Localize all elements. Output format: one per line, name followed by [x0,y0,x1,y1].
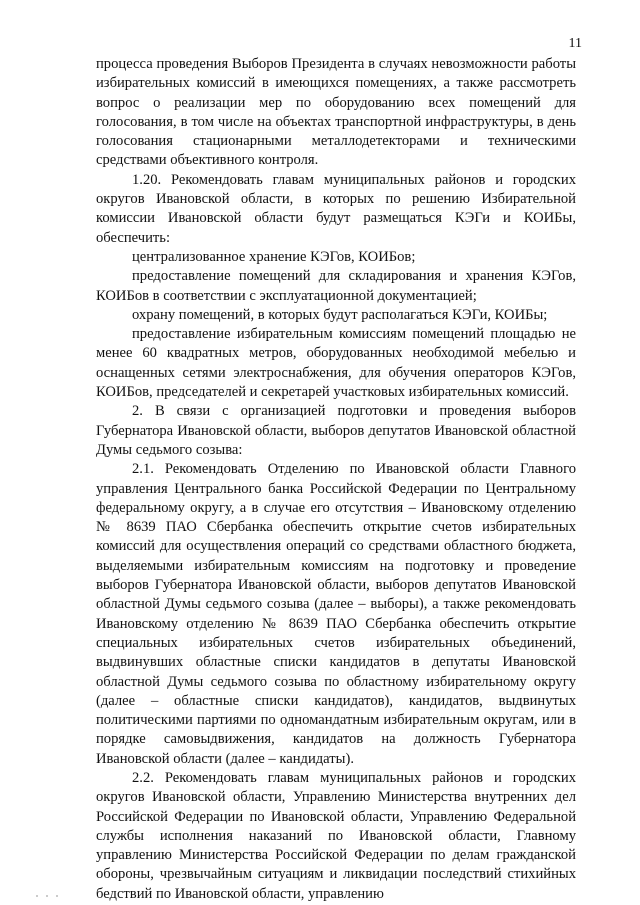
paragraph-2-1: 2.1. Рекомендовать Отделению по Ивановской области Главного управления Центрального банка Российской Федерации по Центральному федеральному округу, а в случае его отсутствия – Ивановскому отделению № 8639 ПАО Сбербанка обеспечить открытие счетов избирательных комиссий для осуществления операций со средствами областного бюджета, выделяемыми избирательным комиссиям на подготовку и проведение выборов Губернатора Ивановской области, выборов депутатов Ивановской областной Думы седьмого созыва (далее – выборы), а также рекомендовать Ивановскому отделению № 8639 ПАО Сбербанка обеспечить открытие специальных избирательных счетов избирательных объединений, выдвинувших областные списки кандидатов в депутаты Ивановской областной Думы седьмого созыва по областному избирательному округу (далее – областные списки кандидатов), кандидатов, выдвинутых политическими партиями по одномандатным избирательным округам, или в порядке самовыдвижения, кандидатов на должность Губернатора Ивановской области (далее – кандидаты). [96,461,576,767]
paragraph-1-20: 1.20. Рекомендовать главам муниципальных районов и городских округов Ивановской области, в которых по решению Избирательной комиссии Ивановской области будут размещаться КЭГи и КОИБы, обеспечить: [96,171,576,246]
list-item-storage: централизованное хранение КЭГов, КОИБов; [132,248,416,265]
paragraph-continuation: процесса проведения Выборов Президента в случаях невозможности работы избирательных комиссий в имеющихся помещениях, а также рассмотреть вопрос о реализации мер по оборудованию всех помещений для голосования, в том числе на объектах транспортной инфраструктуры, в день голосования стационарными металлодетекторами и техническими средствами объективного контроля. [96,56,576,169]
page-number: 11 [568,36,582,51]
paragraph-2-2: 2.2. Рекомендовать главам муниципальных районов и городских округов Ивановской области, Управлению Министерства внутренних дел Российской Федерации по Ивановской области, Управлению Федеральной службы исполнения наказаний по Ивановской области, Главному управлению Министерства Российской Федерации по делам гражданской обороны, чрезвычайным ситуациям и ликвидации последствий стихийных бедствий по Ивановской области, управлению [96,769,576,902]
list-item-security: охрану помещений, в которых будут располагаться КЭГи, КОИБы; [132,306,548,323]
scan-artifact [36,884,76,890]
paragraph-2: 2. В связи с организацией подготовки и проведения выборов Губернатора Ивановской области, выборов депутатов Ивановской областной Думы седьмого созыва: [96,403,576,458]
list-item-premises: предоставление помещений для складирования и хранения КЭГов, КОИБов в соответствии с эксплуатационной документацией; [96,268,576,304]
document-body [96,55,576,904]
list-item-training-rooms: предоставление избирательным комиссиям помещений площадью не менее 60 квадратных метров, оборудованных необходимой мебелью и оснащенных сетями электроснабжения, для обучения операторов КЭГов, КОИБов, председателей и секретарей участковых избирательных комиссий. [96,326,576,401]
